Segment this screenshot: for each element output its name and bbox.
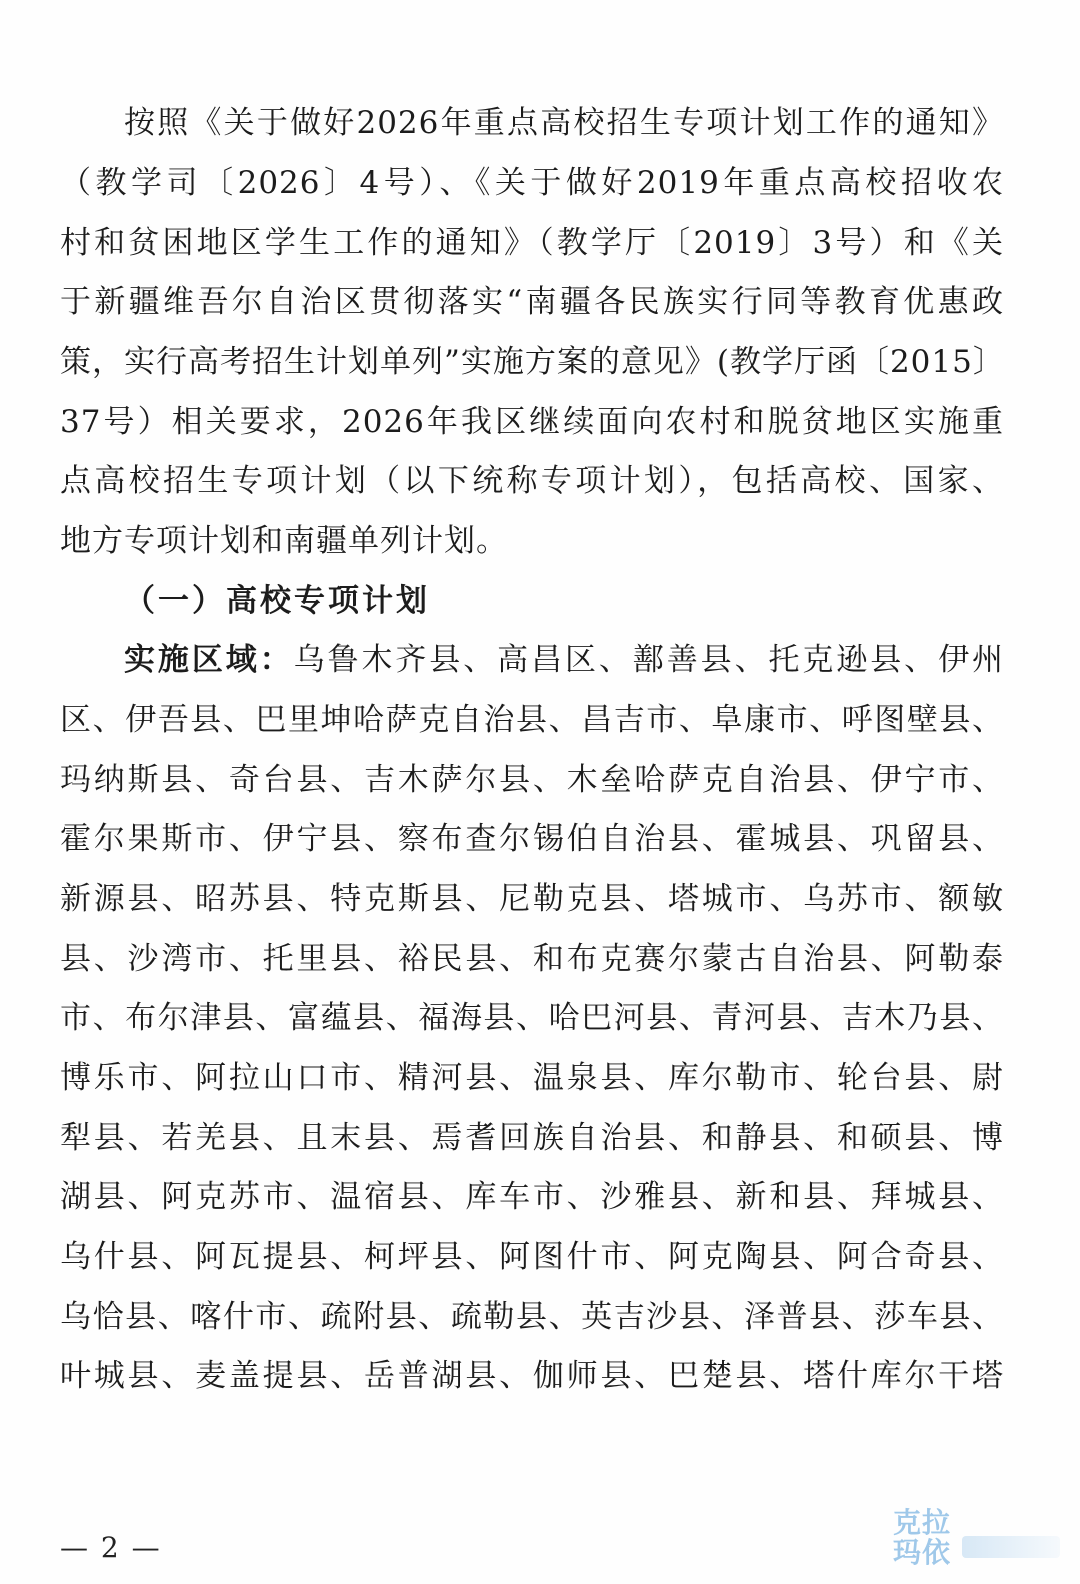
area-line-9: 湖县、阿克苏市、温宿县、库车市、沙雅县、新和县、拜城县、	[60, 1179, 1004, 1215]
watermark-logo: 克拉玛依	[893, 1506, 952, 1569]
area-line-8: 犁县、若羌县、且末县、焉耆回族自治县、和静县、和硕县、博	[60, 1120, 1004, 1156]
area-line-4: 新源县、昭苏县、特克斯县、尼勒克县、塔城市、乌苏市、额敏	[60, 881, 1004, 917]
area-line-3: 霍尔果斯市、伊宁县、察布查尔锡伯自治县、霍城县、巩留县、	[60, 821, 1004, 857]
area-line-7: 博乐市、阿拉山口市、精河县、温泉县、库尔勒市、轮台县、尉	[60, 1060, 1004, 1096]
paragraph-line-2: （教学司〔2026〕4号）、《关于做好2019年重点高校招收农	[60, 165, 1004, 201]
area-label: 实施区域：	[124, 642, 294, 678]
area-line-2: 玛纳斯县、奇台县、吉木萨尔县、木垒哈萨克自治县、伊宁市、	[60, 762, 1004, 798]
page-number: — 2 —	[60, 1531, 162, 1564]
paragraph-line-8: 地方专项计划和南疆单列计划。	[60, 523, 508, 559]
area-first-line	[124, 631, 1004, 689]
paragraph-line-1: 按照《关于做好2026年重点高校招生专项计划工作的通知》	[124, 105, 1004, 141]
paragraph-line-5: 策，实行高考招生计划单列”实施方案的意见》(教学厅函〔2015〕	[60, 344, 1005, 380]
area-line-10: 乌什县、阿瓦提县、柯坪县、阿图什市、阿克陶县、阿合奇县、	[60, 1239, 1004, 1275]
area-line-11: 乌恰县、喀什市、疏附县、疏勒县、英吉沙县、泽普县、莎车县、	[60, 1299, 1004, 1335]
area-line-6: 市、布尔津县、富蕴县、福海县、哈巴河县、青河县、吉木乃县、	[60, 1000, 1004, 1036]
area-line-5: 县、沙湾市、托里县、裕民县、和布克赛尔蒙古自治县、阿勒泰	[60, 941, 1004, 977]
area-line-1: 区、伊吾县、巴里坤哈萨克自治县、昌吉市、阜康市、呼图壁县、	[60, 702, 1004, 738]
paragraph-line-4: 于新疆维吾尔自治区贯彻落实“南疆各民族实行同等教育优惠政	[60, 284, 1004, 320]
area-line-12: 叶城县、麦盖提县、岳普湖县、伽师县、巴楚县、塔什库尔干塔	[60, 1358, 1004, 1394]
paragraph-line-6: 37号）相关要求，2026年我区继续面向农村和脱贫地区实施重	[60, 404, 1004, 440]
watermark-graphic	[962, 1536, 1060, 1558]
paragraph-line-3: 村和贫困地区学生工作的通知》（教学厅〔2019〕3号）和《关	[60, 225, 1004, 261]
area-first-line-text: 乌鲁木齐县、高昌区、鄯善县、托克逊县、伊州	[293, 642, 1005, 678]
section-heading: （一）高校专项计划	[124, 583, 430, 619]
paragraph-line-7: 点高校招生专项计划（以下统称专项计划），包括高校、国家、	[60, 463, 1004, 499]
